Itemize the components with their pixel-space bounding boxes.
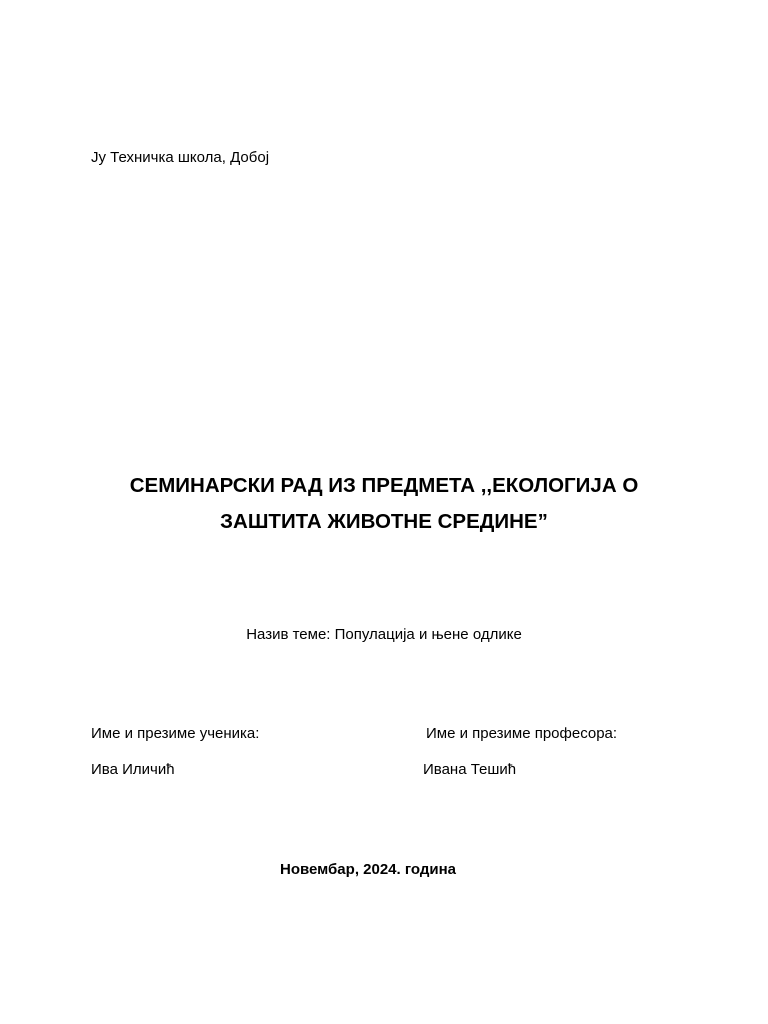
school-name: Ју Техничка школа, Добој xyxy=(91,149,270,166)
topic-line: Назив теме: Популација и њене одлике xyxy=(246,626,522,643)
professor-label: Име и презиме професора: xyxy=(426,725,618,742)
student-name: Ива Иличић xyxy=(91,761,175,778)
student-label: Име и презиме ученика: xyxy=(91,725,260,742)
title-line-2: ЗАШТИТА ЖИВОТНЕ СРЕДИНЕ” xyxy=(220,510,548,533)
professor-name: Ивана Тешић xyxy=(423,761,517,778)
title-line-1: СЕМИНАРСКИ РАД ИЗ ПРЕДМЕТА ,,ЕКОЛОГИЈА О xyxy=(129,474,639,497)
document-title xyxy=(60,468,708,540)
document-date: Новембар, 2024. година xyxy=(279,861,457,878)
